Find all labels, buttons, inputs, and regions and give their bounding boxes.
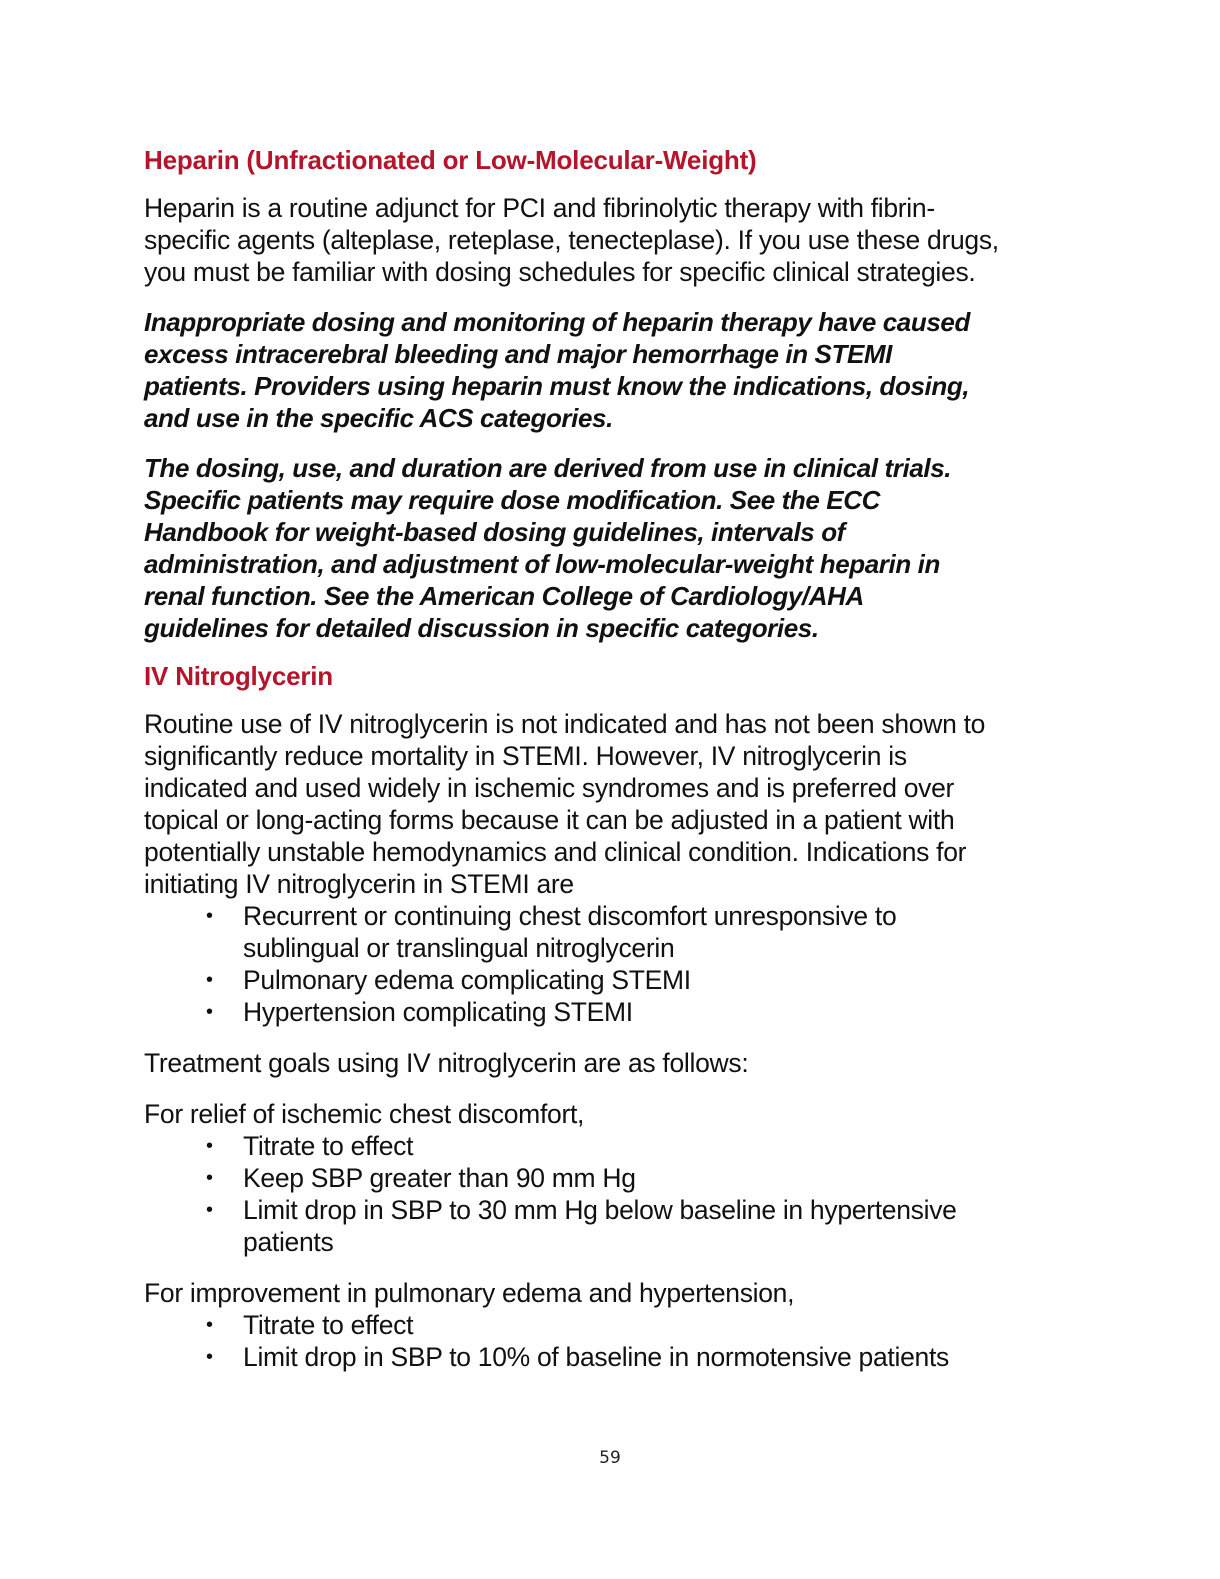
bullet-icon: •	[206, 1135, 213, 1157]
bullet-icon: •	[206, 905, 213, 927]
relief-intro: For relief of ischemic chest discomfort,	[144, 1099, 585, 1129]
bullet-icon: •	[206, 1001, 213, 1023]
bullet-icon: •	[206, 1167, 213, 1189]
page-number: 59	[599, 1448, 621, 1468]
bullet-icon: •	[206, 969, 213, 991]
bullet-icon: •	[206, 1199, 213, 1221]
heparin-warning-paragraph-2: The dosing, use, and duration are derived from use in clinical trials. Specific patients may require dose modification. See the ECC Handbook for weight-based dosing guidelines, intervals of administration, and adjustment of low-molecular-weight heparin in renal function. See the American College of Cardiology/AHA guidelines for detailed discussion in specific categories.	[144, 453, 952, 643]
nitroglycerin-heading: IV Nitroglycerin	[144, 661, 333, 691]
list-item: • Titrate to effect	[206, 1131, 414, 1161]
document-page	[144, 140, 1064, 1373]
edema-intro: For improvement in pulmonary edema and hypertension,	[144, 1278, 795, 1308]
heparin-heading: Heparin (Unfractionated or Low-Molecular-Weight)	[144, 145, 757, 175]
nitroglycerin-intro-paragraph: Routine use of IV nitroglycerin is not indicated and has not been shown to significantly reduce mortality in STEMI. However, IV nitroglycerin is indicated and used widely in ischemic syndromes and is preferred over topical or long-acting forms because it can be adjusted in a patient with potentially unstable hemodynamics and clinical condition. Indications for initiating IV nitroglycerin in STEMI are	[144, 709, 986, 899]
edema-goals-list	[144, 1309, 1064, 1373]
list-item: • Recurrent or continuing chest discomfort unresponsive to sublingual or translingual nitroglycerin	[206, 901, 897, 963]
treatment-goals-intro: Treatment goals using IV nitroglycerin are as follows:	[144, 1048, 749, 1078]
list-item: • Hypertension complicating STEMI	[206, 997, 633, 1027]
bullet-icon: •	[206, 1314, 213, 1336]
list-item: • Keep SBP greater than 90 mm Hg	[206, 1163, 636, 1193]
bullet-icon: •	[206, 1346, 213, 1368]
heparin-intro-paragraph: Heparin is a routine adjunct for PCI and fibrinolytic therapy with fibrin- specific agents (alteplase, reteplase, tenecteplase). If you use these drugs, you must be familiar with dosing schedules for specific clinical strategies.	[144, 193, 999, 287]
relief-goals-list	[144, 1130, 1064, 1258]
list-item: • Limit drop in SBP to 30 mm Hg below baseline in hypertensive patients	[206, 1195, 957, 1257]
list-item: • Titrate to effect	[206, 1310, 414, 1340]
indications-list	[144, 900, 1064, 1028]
list-item: • Limit drop in SBP to 10% of baseline in normotensive patients	[206, 1342, 949, 1372]
list-item: • Pulmonary edema complicating STEMI	[206, 965, 691, 995]
heparin-warning-paragraph-1: Inappropriate dosing and monitoring of heparin therapy have caused excess intracerebral bleeding and major hemorrhage in STEMI patients. Providers using heparin must know the indications, dosing, and use in the specific ACS categories.	[144, 307, 970, 433]
